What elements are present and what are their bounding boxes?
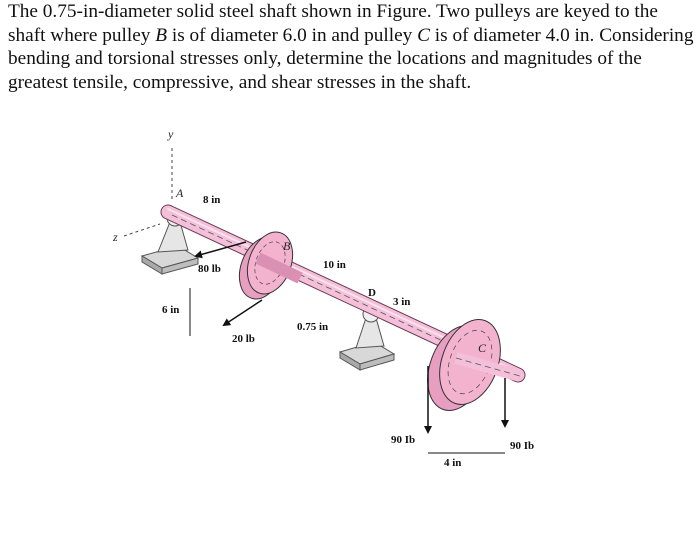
force-20-arrow xyxy=(224,300,262,325)
force-90-right-label: 90 Ib xyxy=(510,440,535,452)
y-axis-label: y xyxy=(168,127,174,141)
point-c-label: C xyxy=(478,341,487,355)
problem-text-part1: The 0.75-in-diameter solid steel shaft shown in Figure. Two pulleys are keyed to the shaft where pulley xyxy=(8,1,658,46)
dimension-3in: 3 in xyxy=(393,296,411,308)
pulley-c-label: C xyxy=(417,24,430,46)
dimension-10in: 10 in xyxy=(323,259,346,271)
pulley-b xyxy=(231,226,300,306)
problem-text-part3: is of diameter 4.0 in. Considering bending and torsional stresses only, determine the locations and magnitudes of the greatest tensile, compressive, and shear stresses in the shaft. xyxy=(8,24,694,93)
problem-text-part2: is of diameter 6.0 in and pulley xyxy=(167,24,418,46)
force-80-label: 80 lb xyxy=(198,263,221,275)
dimension-6in: 6 in xyxy=(162,304,180,316)
dimension-4in: 4 in xyxy=(444,457,462,469)
point-a-label: A xyxy=(176,186,184,200)
z-axis-label: z xyxy=(113,230,118,244)
shaft-diameter-label: 0.75 in xyxy=(297,321,329,333)
pulley-b-label: B xyxy=(155,24,168,46)
point-b-label: B xyxy=(283,239,291,253)
point-d-label: D xyxy=(368,287,376,299)
force-90-left-label: 90 Ib xyxy=(391,434,416,446)
z-axis-line xyxy=(124,224,160,236)
dimension-8in: 8 in xyxy=(203,194,221,206)
force-20-label: 20 lb xyxy=(232,333,255,345)
